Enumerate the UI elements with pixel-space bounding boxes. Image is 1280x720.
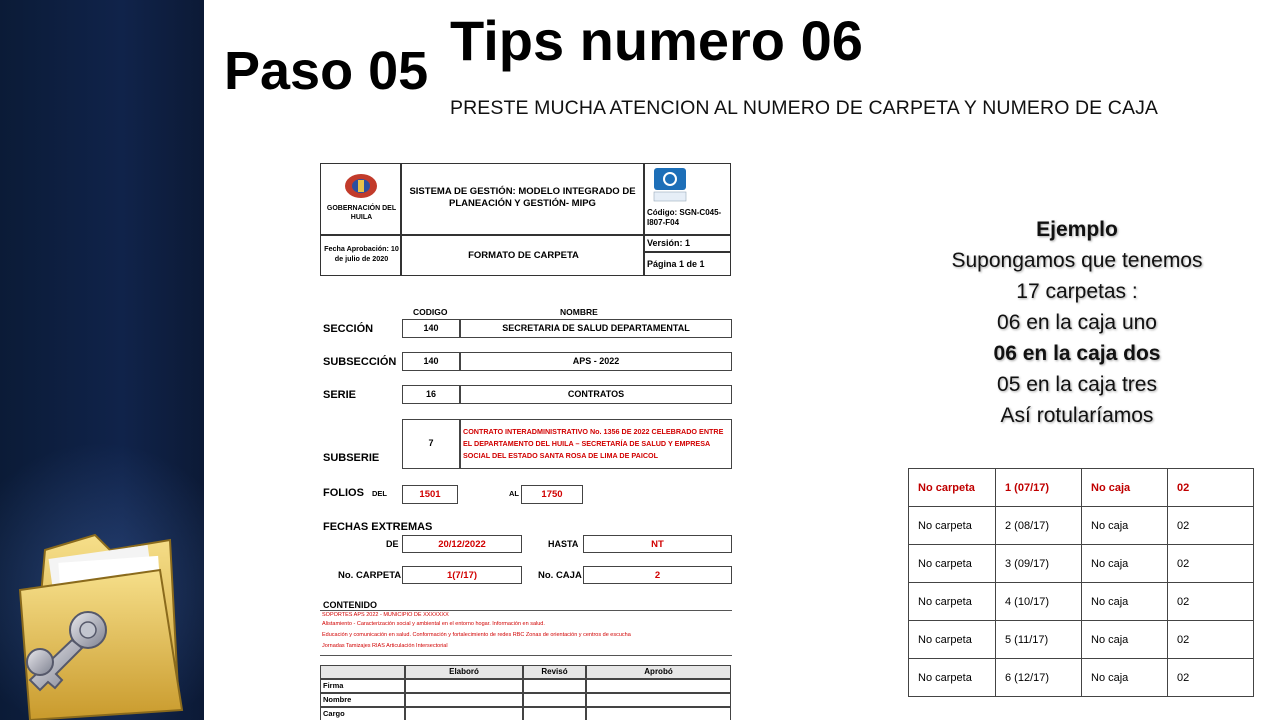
table-cell: 1 (07/17) (996, 469, 1082, 507)
sign-h2: Revisó (541, 667, 568, 676)
table-cell: 3 (09/17) (996, 545, 1082, 583)
table-cell: No carpeta (909, 545, 996, 583)
col-codigo: CODIGO (413, 307, 448, 317)
table-cell: 02 (1168, 545, 1254, 583)
contenido-line-2: Alistamiento - Caracterización social y ambiental en el entorno hogar. Información en salud. (322, 621, 545, 627)
formato-title: FORMATO DE CARPETA (468, 250, 579, 261)
sign-cell (523, 707, 586, 720)
table-cell: 4 (10/17) (996, 583, 1082, 621)
system-title: SISTEMA DE GESTIÓN: MODELO INTEGRADO DE PLANEACIÓN Y GESTIÓN- MIPG (409, 186, 636, 209)
de-label: DE (386, 539, 399, 549)
table-cell: 5 (11/17) (996, 621, 1082, 659)
subserie-code: 7 (428, 438, 434, 448)
seccion-name: SECRETARIA DE SALUD DEPARTAMENTAL (502, 323, 690, 333)
sign-cell (405, 679, 523, 693)
table-cell: No caja (1082, 507, 1168, 545)
table-cell: No carpeta (909, 659, 996, 697)
codigo-text: Código: SGN-C045-I807-F04 (647, 208, 722, 227)
version-cell (644, 235, 731, 252)
folios-del-label: DEL (372, 489, 387, 498)
example-line-3: 06 en la caja uno (997, 311, 1157, 334)
folios-to: 1750 (521, 485, 583, 504)
table-row (909, 545, 1254, 583)
subseccion-name: APS - 2022 (572, 356, 620, 366)
folder-with-key-icon (0, 530, 204, 720)
hasta-label: HASTA (548, 539, 579, 549)
example-text (900, 214, 1254, 431)
subseccion-label: SUBSECCIÓN (323, 356, 397, 368)
tips-title: Tips numero 06 (450, 9, 863, 72)
sign-corner (320, 665, 405, 679)
subseccion-code: 140 (423, 356, 439, 366)
subserie-name: CONTRATO INTERADMINISTRATIVO No. 1356 DE 2022 CELEBRADO ENTRE EL DEPARTAMENTO DEL HUILA – SECRETARÍA DE SALUD Y EMPRESA SOCIAL DEL ESTADO SANTA ROSA DE LIMA DE PAICOL (463, 427, 724, 460)
sign-h3: Aprobó (644, 667, 673, 676)
col-nombre: NOMBRE (560, 307, 598, 317)
contenido-line-3: Educación y comunicación en salud. Conformación y fortalecimiento de redes RBC Zonas de orientación y centros de escucha (322, 632, 631, 638)
subserie-name-box (460, 419, 732, 469)
de-value: 20/12/2022 (402, 535, 522, 553)
cert-cell (644, 163, 731, 235)
fecha-aprobacion: Fecha Aprobación: 10 de julio de 2020 (324, 244, 399, 263)
example-line-1: Supongamos que tenemos (951, 249, 1203, 272)
serie-label: SERIE (323, 389, 357, 401)
table-cell: No carpeta (909, 621, 996, 659)
seccion-code: 140 (423, 323, 439, 333)
table-cell: 02 (1168, 659, 1254, 697)
fechas-label: FECHAS EXTREMAS (323, 521, 433, 533)
table-row (909, 583, 1254, 621)
sign-r2-box (320, 693, 405, 707)
sign-cell (523, 693, 586, 707)
icontec-certification-icon (653, 167, 687, 203)
sign-h3-box (586, 665, 731, 679)
example-heading: Ejemplo (1036, 218, 1118, 241)
serie-name-box (460, 385, 732, 404)
table-cell: No caja (1082, 545, 1168, 583)
sign-cell (586, 707, 731, 720)
seccion-name-box (460, 319, 732, 338)
table-row (909, 621, 1254, 659)
example-line-5: 05 en la caja tres (997, 373, 1157, 396)
table-row (909, 469, 1254, 507)
coat-of-arms-icon (341, 170, 381, 202)
carpeta-label: No. CARPETA (338, 570, 402, 581)
table-cell: No carpeta (909, 583, 996, 621)
sign-r3-box (320, 707, 405, 720)
table-cell: 02 (1168, 507, 1254, 545)
fecha-cell (320, 235, 401, 276)
serie-code: 16 (425, 389, 436, 399)
org-logo-cell (320, 163, 401, 235)
example-line-6: Así rotularíamos (1000, 404, 1154, 427)
subtitle: PRESTE MUCHA ATENCION AL NUMERO DE CARPETA Y NUMERO DE CAJA (450, 97, 1159, 119)
sign-r3: Cargo (323, 709, 345, 718)
sign-cell (523, 679, 586, 693)
table-cell: 02 (1168, 583, 1254, 621)
example-line-4: 06 en la caja dos (993, 342, 1161, 365)
pagina-cell (644, 252, 731, 276)
table-cell: 2 (08/17) (996, 507, 1082, 545)
sign-h1-box (405, 665, 523, 679)
system-title-cell (401, 163, 644, 235)
version-text: Versión: 1 (647, 238, 691, 248)
table-row (909, 507, 1254, 545)
table-cell: 6 (12/17) (996, 659, 1082, 697)
carpeta-value: 1(7/17) (402, 566, 522, 584)
table-cell: 02 (1168, 621, 1254, 659)
seccion-code-box (402, 319, 460, 338)
contenido-line-4: Jornadas Tamizajes RIAS Articulación Intersectorial (322, 643, 448, 649)
contenido-line-1: SOPORTES APS 2022 - MUNICIPIO DE XXXXXXX (322, 612, 449, 618)
example-line-2: 17 carpetas : (1016, 280, 1138, 303)
sign-r1-box (320, 679, 405, 693)
folios-al-label: AL (509, 489, 519, 498)
table-cell: No caja (1082, 621, 1168, 659)
table-cell: No carpeta (909, 469, 996, 507)
caja-value: 2 (583, 566, 732, 584)
seccion-label: SECCIÓN (323, 323, 374, 335)
table-cell: No caja (1082, 469, 1168, 507)
pagina-text: Página 1 de 1 (647, 259, 705, 269)
folios-label: FOLIOS (323, 487, 364, 499)
table-row (909, 659, 1254, 697)
subseccion-code-box (402, 352, 460, 371)
step-title: Paso 05 (224, 41, 429, 101)
table-cell: No carpeta (909, 507, 996, 545)
sign-h2-box (523, 665, 586, 679)
sign-h1: Elaboró (449, 667, 479, 676)
signature-grid (320, 665, 731, 720)
folder-format-form (318, 160, 736, 720)
sidebar-panel (0, 0, 204, 720)
subserie-code-box (402, 419, 460, 469)
label-table (908, 468, 1254, 697)
serie-code-box (402, 385, 460, 404)
sign-r2: Nombre (323, 695, 352, 704)
table-cell: No caja (1082, 583, 1168, 621)
contenido-label: CONTENIDO (323, 600, 377, 610)
subseccion-name-box (460, 352, 732, 371)
org-name: GOBERNACIÓN DEL HUILA (326, 205, 397, 221)
table-cell: No caja (1082, 659, 1168, 697)
sign-cell (405, 707, 523, 720)
table-cell: 02 (1168, 469, 1254, 507)
formato-cell (401, 235, 644, 276)
hasta-value: NT (583, 535, 732, 553)
sign-r1: Firma (323, 681, 344, 690)
folios-from: 1501 (402, 485, 458, 504)
sign-cell (405, 693, 523, 707)
subserie-label: SUBSERIE (323, 452, 380, 464)
sign-cell (586, 679, 731, 693)
sign-cell (586, 693, 731, 707)
caja-label: No. CAJA (538, 570, 582, 581)
contenido-box (320, 610, 732, 656)
serie-name: CONTRATOS (567, 389, 625, 399)
